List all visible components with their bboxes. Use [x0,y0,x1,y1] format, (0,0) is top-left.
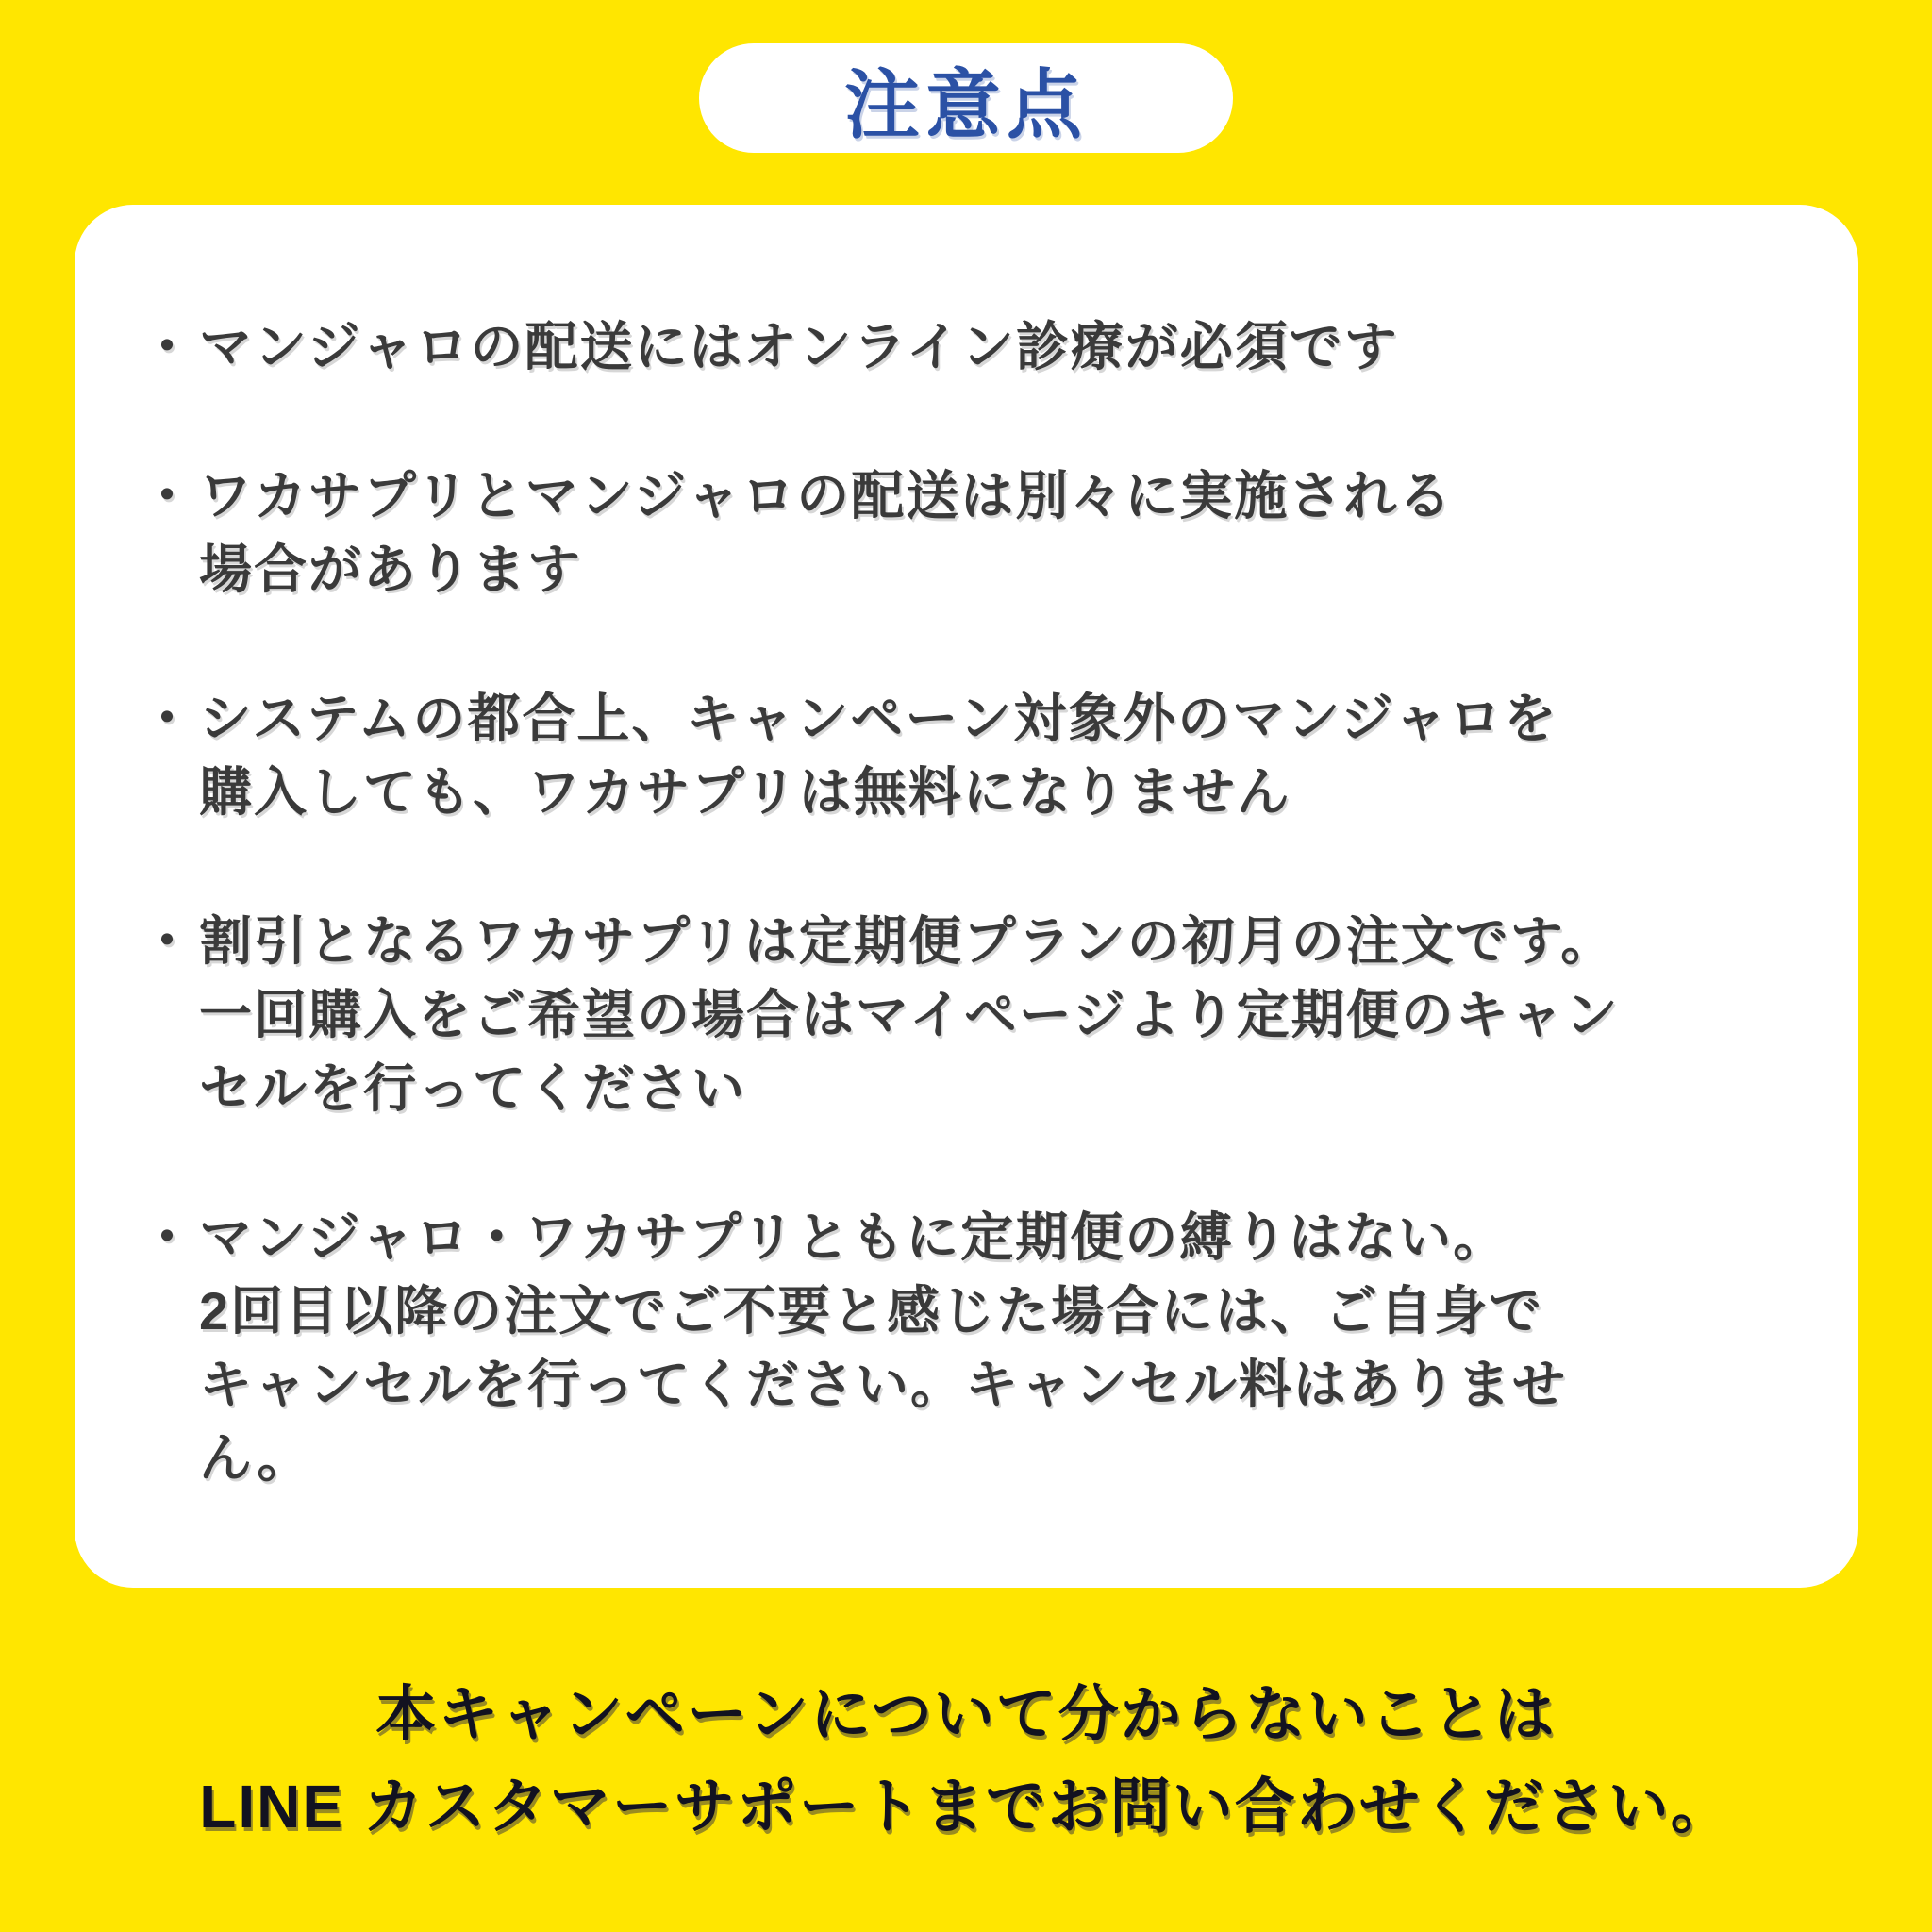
note-line: ん。 [199,1428,312,1488]
note-text [199,310,1806,384]
note-line: マンジャロ・ワカサプリともに定期便の縛りはない。 [199,1208,1508,1267]
note-line: 一回購入をご希望の場合はマイページより定期便のキャン [199,985,1620,1044]
notes-list [141,310,1806,1495]
list-item [141,905,1806,1125]
note-text [199,1201,1806,1495]
footer-text [0,1668,1932,1853]
header-pill [699,43,1233,153]
note-line: 2回目以降の注文でご不要と感じた場合には、ご自身で [199,1281,1544,1341]
notes-card [75,205,1858,1588]
note-line: 場合があります [199,540,582,599]
note-line: 購入しても、ワカサプリは無料になりません [199,762,1291,822]
bullet-icon: ・ [141,466,195,525]
note-line: セルを行ってください [199,1058,746,1118]
note-line: マンジャロの配送にはオンライン診療が必須です [199,317,1399,376]
bullet-icon: ・ [141,911,195,971]
list-item [141,682,1806,829]
note-text [199,905,1806,1125]
bullet-icon: ・ [141,1208,195,1267]
bullet-icon: ・ [141,689,195,748]
bullet-icon: ・ [141,317,195,376]
note-line: 割引となるワカサプリは定期便プランの初月の注文です。 [199,911,1616,971]
note-text [199,682,1806,829]
note-line: ワカサプリとマンジャロの配送は別々に実施される [199,466,1454,525]
footer-line-2: LINE カスタマーサポートまでお問い合わせください。 [199,1773,1733,1840]
footer-line-1: 本キャンペーンについて分からないことは [375,1680,1557,1748]
note-line: システムの都合上、キャンペーン対象外のマンジャロを [199,689,1558,748]
list-item [141,1201,1806,1495]
note-line: キャンセルを行ってください。キャンセル料はありませ [199,1355,1567,1414]
note-text [199,459,1806,607]
page-title: 注意点 [844,62,1088,147]
list-item [141,310,1806,384]
list-item [141,459,1806,607]
